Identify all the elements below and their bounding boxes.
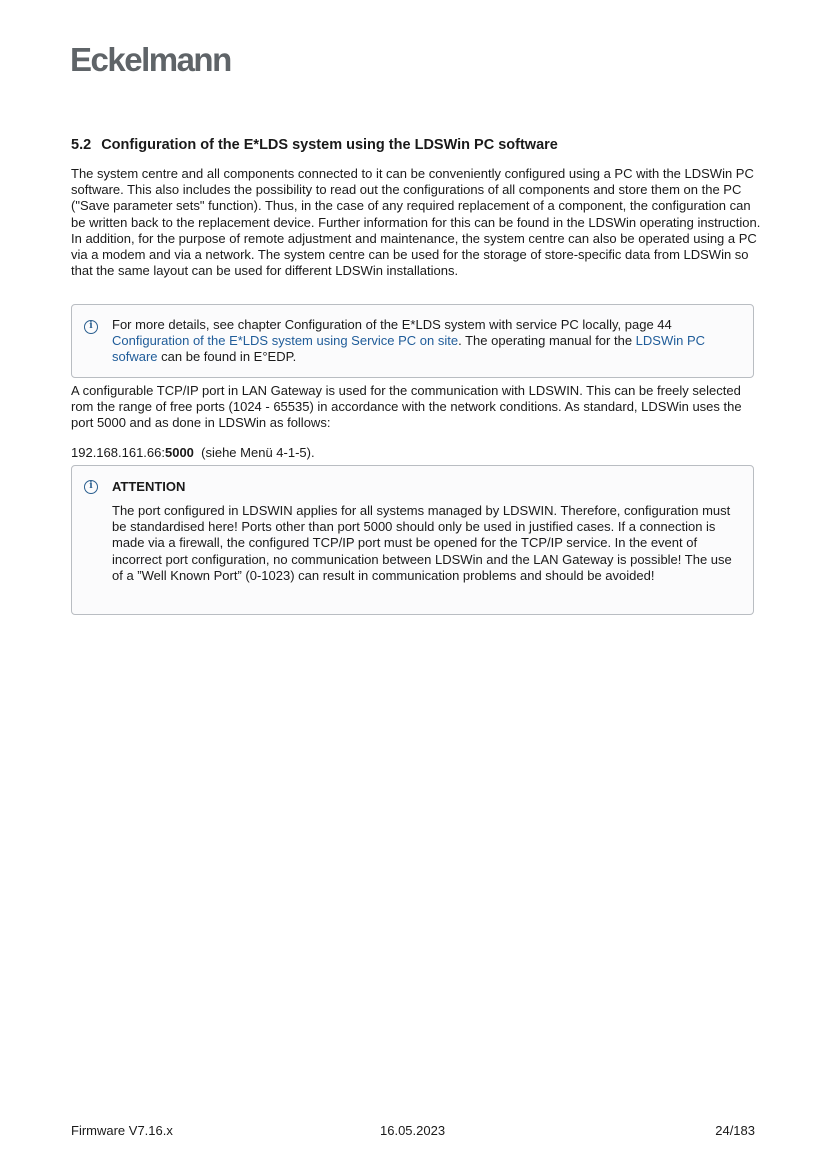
note-text-after: can be found in E°EDP. [157,349,297,365]
attention-text: The port configured in LDSWIN applies for all systems managed by LDSWIN. Therefore, configuration must be standardised here! Ports other than port 5000 should only be used in justified cases. If a connection is made via a firewall, the configured TCP/IP port must be opened for the TCP/IP service. In the event of incorrect port configuration, no communication between LDSWin and the LAN Gateway is possible! The use of a ”Well Known Port” (0-1023) can result in communication problems and should be avoided! [112,503,732,583]
ip-address: 192.168.161.66: [71,445,165,460]
section-number: 5.2 [71,137,92,153]
footer-firmware: Firmware V7.16.x [71,1123,173,1138]
intro-paragraph: The system centre and all components connected to it can be conveniently configured using a PC with the LDSWin PC software. This also includes the possibility to read out the configurations of all components and store them on the PC ("Save parameter sets" function). Thus, in the case of any required replacement of a component, the configuration can be written back to the replacement device. Further information for this can be found in the LDSWin operating instruction. In addition, for the purpose of remote adjustment and maintenance, the system centre can also be operated using a PC via a modem and via a network. The system centre can be used for the storage of store-specific data from LDSWin so that the same layout can be used for different LDSWin installations. [71,166,761,279]
footer-page-number: 24/183 [715,1123,755,1138]
info-icon: i [84,480,98,494]
address-line [71,445,761,461]
section-title: Configuration of the E*LDS system using the LDSWin PC software [101,137,558,153]
note-text-middle: . The operating manual for the [458,333,636,349]
info-icon: i [84,320,98,334]
footer-date: 16.05.2023 [380,1123,446,1138]
eckelmann-logo: Eckelmann [70,41,231,78]
attention-note [71,465,754,615]
link-configuration-service-pc[interactable]: Configuration of the E*LDS system using Service PC on site [112,333,459,349]
menu-reference: (siehe Menü 4-1-5). [193,445,315,460]
port-number: 5000 [164,445,194,460]
section-heading [71,136,761,154]
attention-title: ATTENTION [112,479,186,494]
note-text-before: For more details, see chapter Configuration of the E*LDS system with service PC locally, page 44 [112,317,672,332]
link-ldswin-manual[interactable]: LDSWin PC sofware [112,333,706,365]
port-paragraph: A configurable TCP/IP port in LAN Gateway is used for the communication with LDSWIN. This can be freely selected rom the range of free ports (1024 - 65535) in accordance with the network conditions. As standard, LDSWin uses the port 5000 and as done in LDSWin as follows: [71,383,742,431]
info-note-text [112,317,742,366]
info-note [71,304,754,378]
